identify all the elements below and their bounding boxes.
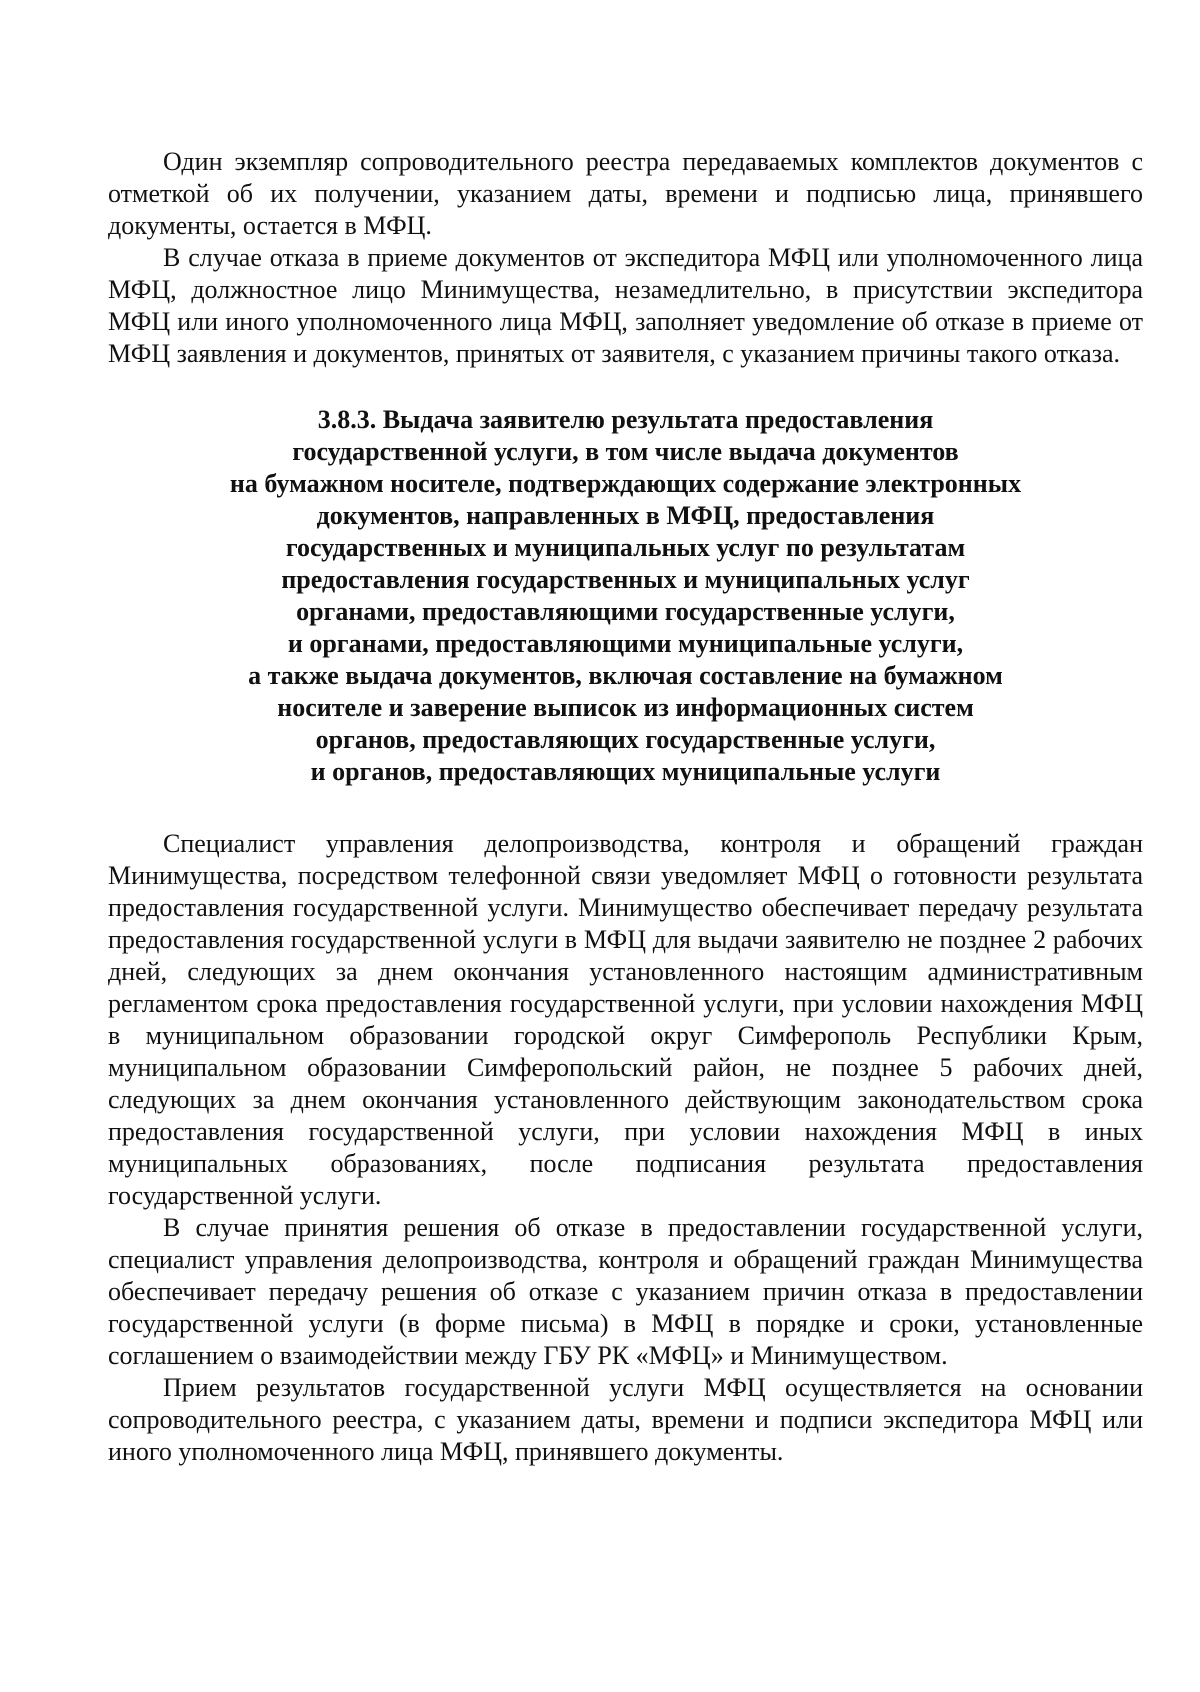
paragraph-register-copy: Один экземпляр сопроводительного реестра передаваемых комплектов документов с отметкой об их получении, указанием даты, времени и подписью лица, принявшего документы, остается в МФЦ. <box>108 147 1143 240</box>
section-heading-line: носителе и заверение выписок из информационных систем <box>277 693 974 722</box>
section-heading-line: 3.8.3. Выдача заявителю результата предоставления <box>317 405 934 434</box>
section-heading-line: предоставления государственных и муниципальных услуг <box>281 565 970 594</box>
paragraph-refusal-decision: В случае принятия решения об отказе в предоставлении государственной услуги, специалист управления делопроизводства, контроля и обращений граждан Минимущества обеспечивает передачу решения об отказе с указанием причин отказа в предоставлении государственной услуги (в форме письма) в МФЦ в порядке и сроки, установленные соглашением о взаимодействии между ГБУ РК «МФЦ» и Минимуществом. <box>108 1213 1143 1370</box>
document-page <box>108 146 1143 1468</box>
section-heading-line: и органами, предоставляющими муниципальные услуги, <box>287 629 964 658</box>
paragraph-result-acceptance: Прием результатов государственной услуги МФЦ осуществляется на основании сопроводительного реестра, с указанием даты, времени и подписи экспедитора МФЦ или иного уполномоченного лица МФЦ, принявшего документы. <box>108 1373 1143 1466</box>
section-heading-line: и органов, предоставляющих муниципальные услуги <box>310 757 941 786</box>
paragraph-result-transfer: Специалист управления делопроизводства, контроля и обращений граждан Минимущества, посредством телефонной связи уведомляет МФЦ о готовности результата предоставления государственной услуги. Минимущество обеспечивает передачу результата предоставления государственной услуги в МФЦ для выдачи заявителю не позднее 2 рабочих дней, следующих за днем окончания установленного настоящим административным регламентом срока предоставления государственной услуги, при условии нахождения МФЦ в муниципальном образовании городской округ Симферополь Республики Крым, муниципальном образовании Симферопольский район, не позднее 5 рабочих дней, следующих за днем окончания установленного действующим законодательством срока предоставления государственной услуги, при условии нахождения МФЦ в иных муниципальных образованиях, после подписания результата предоставления государственной услуги. <box>108 829 1143 1210</box>
section-heading-line: органов, предоставляющих государственные услуги, <box>315 725 936 754</box>
section-heading-line: органами, предоставляющими государственные услуги, <box>296 597 955 626</box>
section-heading-line: а также выдача документов, включая составление на бумажном <box>248 661 1003 690</box>
section-heading-line: на бумажном носителе, подтверждающих содержание электронных <box>229 469 1022 498</box>
section-heading-line: государственной услуги, в том числе выдача документов <box>292 437 959 466</box>
section-heading <box>168 404 1083 788</box>
section-heading-line: документов, направленных в МФЦ, предоставления <box>316 501 935 530</box>
paragraph-refusal-by-expeditor: В случае отказа в приеме документов от экспедитора МФЦ или уполномоченного лица МФЦ, должностное лицо Минимущества, незамедлительно, в присутствии экспедитора МФЦ или иного уполномоченного лица МФЦ, заполняет уведомление об отказе в приеме от МФЦ заявления и документов, принятых от заявителя, с указанием причины такого отказа. <box>108 243 1143 368</box>
section-heading-line: государственных и муниципальных услуг по результатам <box>285 533 966 562</box>
